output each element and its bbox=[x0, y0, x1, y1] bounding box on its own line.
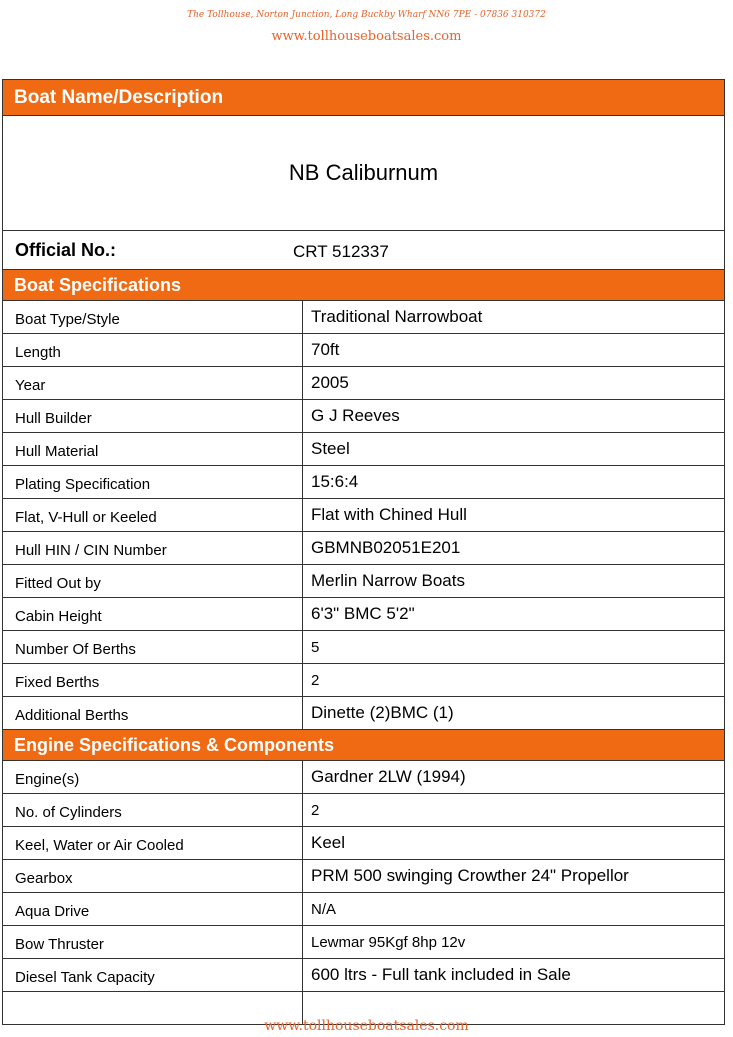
spec-label: No. of Cylinders bbox=[3, 794, 303, 826]
table-row bbox=[3, 300, 724, 333]
spec-label: Aqua Drive bbox=[3, 893, 303, 925]
spec-label: Additional Berths bbox=[3, 697, 303, 729]
table-row bbox=[3, 498, 724, 531]
spec-label: Plating Specification bbox=[3, 466, 303, 498]
header-website-link[interactable]: www.tollhouseboatsales.com bbox=[271, 29, 462, 44]
spec-value: 15:6:4 bbox=[311, 472, 359, 491]
boat-name: NB Caliburnum bbox=[3, 115, 724, 230]
official-number-label: Official No.: bbox=[15, 239, 117, 260]
header-address: The Tollhouse, Norton Junction, Long Buckby Wharf NN6 7PE - 07836 310372 bbox=[187, 10, 546, 20]
spec-value: Merlin Narrow Boats bbox=[311, 571, 465, 590]
spec-label: Keel, Water or Air Cooled bbox=[3, 827, 303, 859]
spec-value: 5 bbox=[311, 638, 320, 656]
spec-value: Traditional Narrowboat bbox=[311, 307, 483, 326]
table-row bbox=[3, 465, 724, 498]
table-row bbox=[3, 958, 724, 991]
table-row bbox=[3, 333, 724, 366]
spec-sheet bbox=[2, 79, 725, 1025]
boat-specs-table bbox=[3, 300, 724, 729]
spec-label: Number Of Berths bbox=[3, 631, 303, 663]
spec-label: Fixed Berths bbox=[3, 664, 303, 696]
spec-value: Dinette (2)BMC (1) bbox=[311, 703, 454, 722]
spec-label: Engine(s) bbox=[3, 761, 303, 793]
table-row bbox=[3, 859, 724, 892]
spec-value: Steel bbox=[311, 439, 350, 458]
spec-value: 2 bbox=[311, 801, 320, 819]
spec-label: Fitted Out by bbox=[3, 565, 303, 597]
spec-value: PRM 500 swinging Crowther 24" Propellor bbox=[311, 866, 629, 885]
spec-value: Lewmar 95Kgf 8hp 12v bbox=[311, 933, 466, 951]
spec-label: Flat, V-Hull or Keeled bbox=[3, 499, 303, 531]
spec-value: 600 ltrs - Full tank included in Sale bbox=[311, 965, 571, 984]
spec-label: Boat Type/Style bbox=[3, 301, 303, 333]
spec-label: Year bbox=[3, 367, 303, 399]
spec-value: GBMNB02051E201 bbox=[311, 538, 461, 557]
spec-label: Hull Material bbox=[3, 433, 303, 465]
spec-value: N/A bbox=[311, 900, 337, 918]
spec-value: 70ft bbox=[311, 340, 340, 359]
table-row bbox=[3, 564, 724, 597]
section-header-boat-specs: Boat Specifications bbox=[3, 269, 724, 300]
spec-label: Gearbox bbox=[3, 860, 303, 892]
spec-value: 6'3" BMC 5'2" bbox=[311, 604, 415, 623]
table-row bbox=[3, 925, 724, 958]
spec-label: Cabin Height bbox=[3, 598, 303, 630]
table-row bbox=[3, 892, 724, 925]
spec-value: Keel bbox=[311, 833, 346, 852]
table-row bbox=[3, 531, 724, 564]
table-row bbox=[3, 366, 724, 399]
spec-label: Hull Builder bbox=[3, 400, 303, 432]
table-row bbox=[3, 793, 724, 826]
spec-value: G J Reeves bbox=[311, 406, 400, 425]
spec-value: 2005 bbox=[311, 373, 349, 392]
table-row bbox=[3, 630, 724, 663]
engine-specs-table bbox=[3, 760, 724, 1024]
spec-label: Hull HIN / CIN Number bbox=[3, 532, 303, 564]
table-row bbox=[3, 399, 724, 432]
official-number-row bbox=[3, 230, 724, 269]
table-row bbox=[3, 432, 724, 465]
footer-website-link[interactable]: www.tollhouseboatsales.com bbox=[264, 1018, 469, 1034]
section-header-boat-name: Boat Name/Description bbox=[3, 79, 724, 115]
official-number-value: CRT 512337 bbox=[293, 242, 389, 261]
spec-label: Bow Thruster bbox=[3, 926, 303, 958]
spec-value: Flat with Chined Hull bbox=[311, 505, 467, 524]
table-row bbox=[3, 696, 724, 729]
table-row bbox=[3, 663, 724, 696]
spec-label: Diesel Tank Capacity bbox=[3, 959, 303, 991]
table-row bbox=[3, 826, 724, 859]
table-row bbox=[3, 760, 724, 793]
spec-value: 2 bbox=[311, 671, 320, 689]
spec-value: Gardner 2LW (1994) bbox=[311, 767, 466, 786]
table-row bbox=[3, 597, 724, 630]
spec-label: Length bbox=[3, 334, 303, 366]
section-header-engine-specs: Engine Specifications & Components bbox=[3, 729, 724, 760]
